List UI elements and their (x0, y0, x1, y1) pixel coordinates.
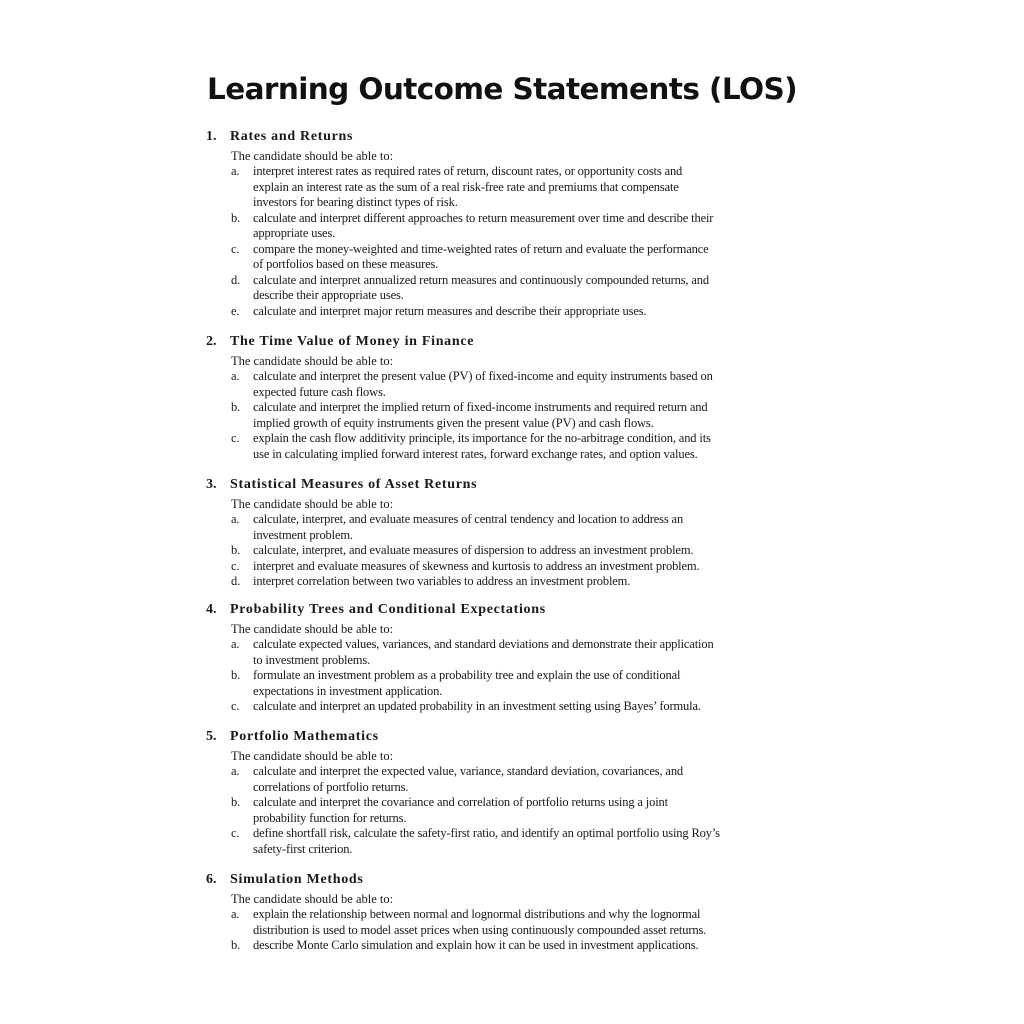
section-intro: The candidate should be able to: (231, 497, 394, 511)
section-title: Portfolio Mathematics (230, 729, 379, 744)
section-intro: The candidate should be able to: (231, 749, 394, 763)
section-number: 4. (206, 602, 217, 617)
section-title: Simulation Methods (230, 872, 364, 887)
outcome-item (0, 431, 823, 462)
outcome-text: interpret interest rates as required rates of return, discount rates, or opportunity costs and explain an interest rate as the sum of a real risk-free rate and premiums that compensate investors for bearing distinct types of risk. (253, 164, 683, 209)
outcome-item (0, 512, 823, 543)
outcome-letter: d. (231, 272, 241, 287)
section-heading (206, 600, 546, 620)
section-intro: The candidate should be able to: (231, 892, 394, 906)
outcome-letter: e. (231, 303, 240, 318)
outcome-letter: b. (231, 400, 241, 414)
section-number: 2. (206, 334, 217, 349)
outcome-letter: b. (231, 210, 241, 225)
outcome-text: interpret correlation between two variables to address an investment problem. (253, 574, 631, 588)
outcome-letter: a. (231, 637, 240, 651)
outcome-item (0, 543, 823, 559)
section-heading (206, 870, 364, 890)
outcome-letter: a. (231, 164, 240, 178)
outcome-item (0, 699, 823, 715)
outcome-item (0, 304, 823, 320)
outcome-letter: c. (231, 241, 240, 256)
outcome-text: calculate, interpret, and evaluate measures of central tendency and location to address an investment problem. (253, 512, 684, 542)
outcome-letter: c. (231, 826, 240, 840)
outcome-letter: c. (231, 558, 240, 573)
outcome-letter: a. (231, 512, 240, 526)
outcome-item (0, 369, 823, 400)
outcome-letter: c. (231, 431, 240, 445)
outcome-item (0, 668, 823, 699)
outcome-item (0, 400, 823, 431)
section-title: Statistical Measures of Asset Returns (230, 477, 478, 492)
section-title: The Time Value of Money in Finance (230, 334, 475, 349)
outcome-list (0, 764, 1024, 857)
outcome-letter: b. (231, 938, 241, 952)
outcome-letter: b. (231, 795, 241, 809)
section-intro: The candidate should be able to: (231, 622, 394, 636)
outcome-letter: c. (231, 699, 240, 713)
section-title: Rates and Returns (230, 129, 354, 144)
section-heading (206, 127, 353, 147)
outcome-text: describe Monte Carlo simulation and explain how it can be used in investment applications. (253, 938, 699, 952)
outcome-text: calculate and interpret the present value (PV) of fixed-income and equity instruments based on expected future cash flows. (253, 369, 713, 399)
outcome-letter: a. (231, 907, 240, 921)
outcome-text: compare the money-weighted and time-weighted rates of return and evaluate the performance of portfolios based on these measures. (253, 241, 709, 271)
outcome-item (0, 637, 823, 668)
outcome-item (0, 273, 823, 304)
outcome-item (0, 764, 823, 795)
outcome-item (0, 211, 823, 242)
outcome-text: calculate and interpret the expected value, variance, standard deviation, covariances, and correlations of portfolio returns. (253, 764, 684, 794)
section-number: 1. (206, 129, 217, 144)
section-number: 5. (206, 729, 217, 744)
outcome-item (0, 574, 823, 590)
outcome-item (0, 795, 823, 826)
outcome-letter: a. (231, 764, 240, 778)
outcome-text: calculate expected values, variances, and standard deviations and demonstrate their application to investment problems. (253, 637, 714, 667)
outcome-text: calculate and interpret major return measures and describe their appropriate uses. (253, 303, 647, 318)
outcome-letter: d. (231, 574, 241, 588)
section-heading (206, 727, 379, 747)
section-heading (206, 475, 477, 495)
outcome-letter: a. (231, 369, 240, 383)
outcome-text: interpret and evaluate measures of skewness and kurtosis to address an investment problem. (253, 558, 700, 573)
outcome-letter: b. (231, 668, 241, 682)
section-number: 3. (206, 477, 217, 492)
document-title: Learning Outcome Statements (LOS) (207, 72, 797, 106)
outcome-item (0, 242, 823, 273)
outcome-item (0, 826, 823, 857)
section-heading (206, 332, 474, 352)
outcome-list (0, 164, 1024, 319)
outcome-item (0, 907, 823, 938)
section-intro: The candidate should be able to: (231, 354, 394, 368)
outcome-list (0, 637, 1024, 715)
section-number: 6. (206, 872, 217, 887)
outcome-letter: b. (231, 543, 241, 557)
outcome-text: calculate and interpret the implied return of fixed-income instruments and required return and implied growth of equity instruments given the present value (PV) and cash flows. (253, 400, 708, 430)
outcome-text: calculate, interpret, and evaluate measures of dispersion to address an investment problem. (253, 543, 694, 557)
section-title: Probability Trees and Conditional Expectations (230, 602, 546, 617)
outcome-text: explain the relationship between normal and lognormal distributions and why the lognormal distribution is used to model asset prices when using continuously compounded asset returns. (253, 907, 707, 937)
outcome-text: calculate and interpret different approaches to return measurement over time and describe their appropriate uses. (253, 210, 714, 240)
outcome-text: explain the cash flow additivity principle, its importance for the no-arbitrage condition, and its use in calculating implied forward interest rates, forward exchange rates, and option values. (253, 431, 711, 461)
outcome-text: calculate and interpret an updated probability in an investment setting using Bayes’ formula. (253, 699, 701, 713)
outcome-text: define shortfall risk, calculate the safety-first ratio, and identify an optimal portfolio using Roy’s safety-first criterion. (253, 826, 720, 856)
outcome-list (0, 512, 1024, 590)
outcome-item (0, 559, 823, 575)
section-intro: The candidate should be able to: (231, 149, 394, 163)
outcome-text: calculate and interpret annualized return measures and continuously compounded returns, and describe their appropriate uses. (253, 272, 709, 302)
outcome-text: formulate an investment problem as a probability tree and explain the use of conditional expectations in investment application. (253, 668, 681, 698)
outcome-list (0, 907, 1024, 954)
outcome-list (0, 369, 1024, 462)
outcome-item (0, 164, 823, 211)
outcome-text: calculate and interpret the covariance and correlation of portfolio returns using a joint probability function for returns. (253, 795, 668, 825)
outcome-item (0, 938, 823, 954)
